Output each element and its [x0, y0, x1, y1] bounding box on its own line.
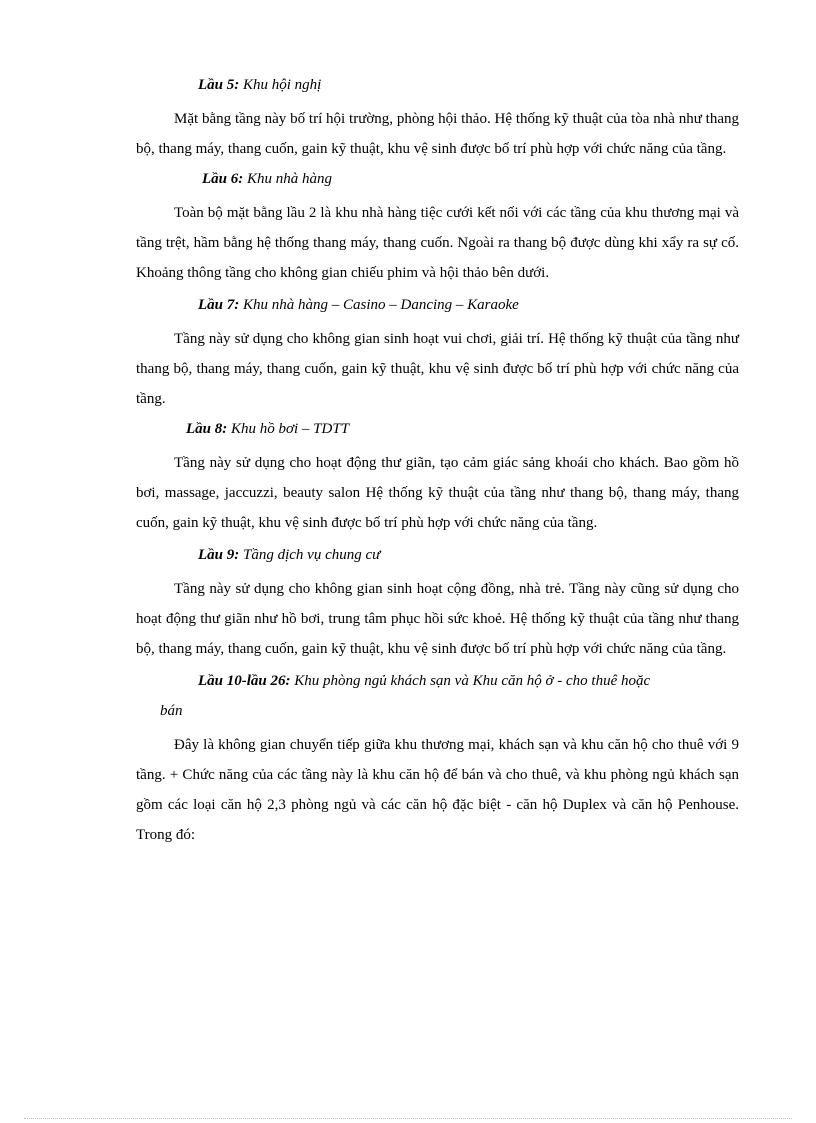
section-title: Khu hội nghị	[239, 77, 322, 93]
page-bottom-divider	[24, 1118, 792, 1119]
section-title: Khu phòng ngủ khách sạn và Khu căn hộ ở - cho thuê hoặc	[290, 673, 651, 689]
section-heading-lau-7	[136, 290, 739, 320]
section-label: Lầu 8:	[186, 421, 228, 437]
section-body-lau-8: Tầng này sử dụng cho hoạt động thư giãn, tạo cảm giác sảng khoái cho khách. Bao gồm hồ bơi, massage, jaccuzzi, beauty salon Hệ thống kỹ thuật của tầng như thang bộ, thang máy, thang cuốn, gain kỹ thuật, khu vệ sinh được bố trí phù hợp với chức năng của tầng.	[136, 455, 739, 531]
section-title: Khu nhà hàng – Casino – Dancing – Karaoke	[239, 297, 519, 313]
section-label: Lầu 10-lầu 26:	[198, 673, 291, 689]
section-title: Khu hồ bơi – TDTT	[227, 421, 350, 437]
section-label: Lầu 7:	[198, 297, 240, 313]
section-label: Lầu 5:	[198, 77, 240, 93]
section-body-lau-6: Toàn bộ mặt bằng lầu 2 là khu nhà hàng tiệc cưới kết nối với các tầng của khu thương mại và tầng trệt, hầm bằng hệ thống thang máy, thang cuốn. Ngoài ra thang bộ được dùng khi xẩy ra sự cố. Khoảng thông tầng cho không gian chiếu phim và hội thảo bên dưới.	[136, 205, 739, 281]
section-heading-lau-8	[136, 414, 739, 444]
section-label: Lầu 6:	[202, 171, 244, 187]
section-title-tail: bán	[160, 703, 183, 719]
section-heading-lau-9	[136, 540, 739, 570]
section-body-lau-10-26: Đây là không gian chuyển tiếp giữa khu thương mại, khách sạn và khu căn hộ cho thuê với 9 tầng. + Chức năng của các tầng này là khu căn hộ để bán và cho thuê, và khu phòng ngủ khách sạn gồm các loại căn hộ 2,3 phòng ngủ và các căn hộ đặc biệt - căn hộ Duplex và căn hộ Penhouse. Trong đó:	[136, 737, 739, 843]
section-title: Khu nhà hàng	[243, 171, 333, 187]
section-heading-lau-5	[136, 70, 739, 100]
section-body-lau-5: Mặt bằng tầng này bố trí hội trường, phòng hội thảo. Hệ thống kỹ thuật của tòa nhà như thang bộ, thang máy, thang cuốn, gain kỹ thuật, khu vệ sinh được bố trí phù hợp với chức năng của tầng.	[136, 111, 739, 157]
section-heading-lau-10-26	[136, 666, 739, 726]
section-body-lau-7: Tầng này sử dụng cho không gian sinh hoạt vui chơi, giải trí. Hệ thống kỹ thuật của tầng như thang bộ, thang máy, thang cuốn, gain kỹ thuật, khu vệ sinh được bố trí phù hợp với chức năng của tầng.	[136, 331, 739, 407]
section-body-lau-9: Tầng này sử dụng cho không gian sinh hoạt cộng đồng, nhà trẻ. Tầng này cũng sử dụng cho hoạt động thư giãn như hồ bơi, trung tâm phục hồi sức khoẻ. Hệ thống kỹ thuật của tầng như thang bộ, thang máy, thang cuốn, gain kỹ thuật, khu vệ sinh được bố trí phù hợp với chức năng của tầng.	[136, 581, 739, 657]
section-title: Tầng dịch vụ chung cư	[239, 547, 381, 563]
section-label: Lầu 9:	[198, 547, 240, 563]
section-heading-lau-6	[136, 164, 739, 194]
page-content	[136, 70, 739, 850]
